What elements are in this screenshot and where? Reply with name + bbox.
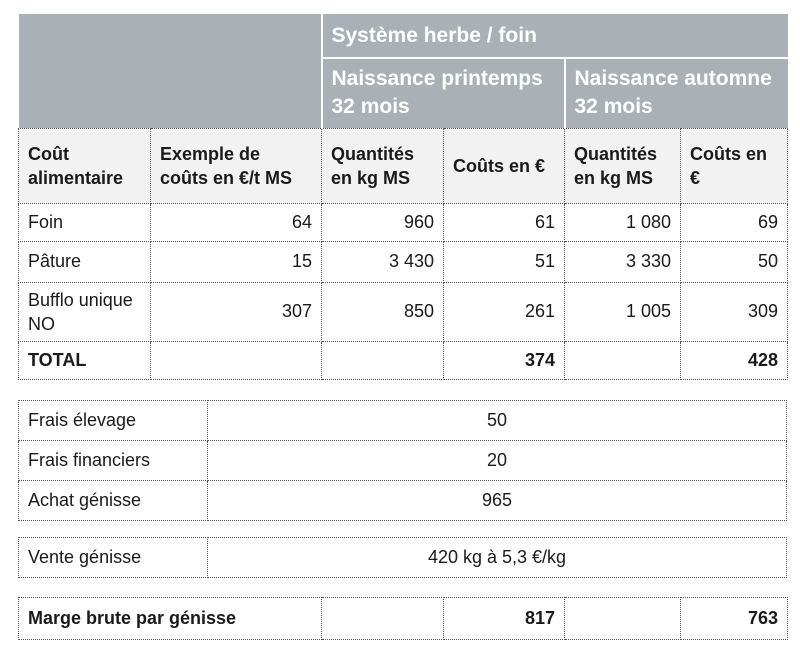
cell-cost-spring: 261 (444, 282, 565, 341)
table-row (19, 241, 788, 282)
cell-quantity-autumn: 1 080 (565, 203, 681, 241)
cell-cost-spring: 51 (444, 241, 565, 282)
table-row (19, 282, 788, 341)
col-header-cost-autumn: Coûts en € (681, 128, 788, 203)
col-header-cost-spring: Coûts en € (444, 128, 565, 203)
table-row (19, 203, 788, 241)
margin-value-spring: 817 (444, 598, 565, 640)
feed-cost-table (18, 14, 788, 380)
cell-quantity-spring: 960 (322, 203, 444, 241)
fee-value: 20 (208, 441, 787, 481)
col-header-feed-cost: Coût alimentaire (19, 128, 151, 203)
sale-value: 420 kg à 5,3 €/kg (208, 538, 787, 578)
margin-table (18, 597, 788, 640)
fees-table (18, 400, 787, 521)
header-empty-cell (19, 14, 322, 128)
cell-cost-autumn: 69 (681, 203, 788, 241)
margin-label: Marge brute par génisse (19, 598, 322, 640)
total-cost-spring: 374 (444, 341, 565, 379)
fee-value: 965 (208, 481, 787, 521)
system-header: Système herbe / foin (322, 14, 788, 58)
total-cost-autumn: 428 (681, 341, 788, 379)
row-label: Foin (19, 203, 151, 241)
table-row (19, 538, 787, 578)
total-label: TOTAL (19, 341, 151, 379)
row-label: Bufflo unique NO (19, 282, 151, 341)
sale-label: Vente génisse (19, 538, 208, 578)
table-row (19, 401, 787, 441)
cell-example-cost: 15 (151, 241, 322, 282)
cell-quantity-autumn: 3 330 (565, 241, 681, 282)
cell-quantity-spring: 850 (322, 282, 444, 341)
cell-quantity-autumn: 1 005 (565, 282, 681, 341)
margin-row (19, 598, 788, 640)
col-header-quantity-spring: Quantités en kg MS (322, 128, 444, 203)
fee-value: 50 (208, 401, 787, 441)
group-header-autumn: Naissance automne 32 mois (565, 58, 788, 128)
cell-cost-autumn: 309 (681, 282, 788, 341)
col-header-quantity-autumn: Quantités en kg MS (565, 128, 681, 203)
row-label: Pâture (19, 241, 151, 282)
cell-cost-autumn: 50 (681, 241, 788, 282)
col-header-example-cost: Exemple de coûts en €/t MS (151, 128, 322, 203)
cell-empty (565, 341, 681, 379)
cell-example-cost: 64 (151, 203, 322, 241)
cell-empty (322, 341, 444, 379)
table-row (19, 481, 787, 521)
cell-quantity-spring: 3 430 (322, 241, 444, 282)
fee-label: Frais financiers (19, 441, 208, 481)
cell-empty (151, 341, 322, 379)
cell-cost-spring: 61 (444, 203, 565, 241)
sale-table (18, 537, 787, 578)
group-header-spring: Naissance printemps 32 mois (322, 58, 565, 128)
margin-value-autumn: 763 (681, 598, 788, 640)
cell-empty (322, 598, 444, 640)
cell-empty (565, 598, 681, 640)
cell-example-cost: 307 (151, 282, 322, 341)
total-row (19, 341, 788, 379)
table-row (19, 441, 787, 481)
fee-label: Achat génisse (19, 481, 208, 521)
fee-label: Frais élevage (19, 401, 208, 441)
